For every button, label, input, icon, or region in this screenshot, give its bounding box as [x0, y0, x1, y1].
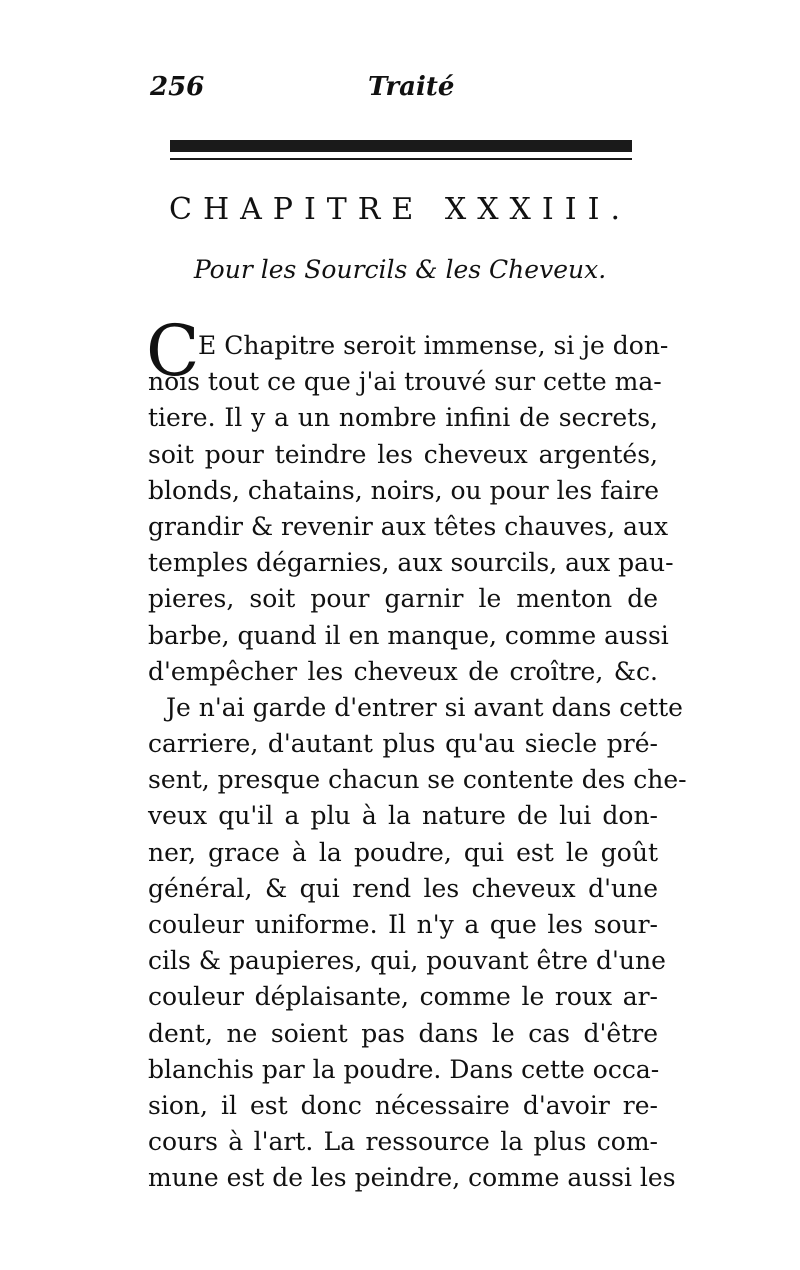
text-line: mune est de les peindre, comme aussi les: [148, 1163, 676, 1193]
text-line: carriere, d'autant plus qu'au siecle pré-: [148, 729, 658, 759]
text-line: sion, il est donc nécessaire d'avoir re-: [148, 1090, 658, 1120]
thin-rule: [170, 158, 632, 160]
running-head: [150, 72, 650, 112]
text-line: pieres, soit pour garnir le menton de: [148, 584, 658, 614]
text-line: veux qu'il a plu à la nature de lui don-: [148, 801, 658, 831]
text-line: d'empêcher les cheveux de croître, &c.: [148, 656, 658, 686]
text-line: Je n'ai garde d'entrer si avant dans cette: [166, 692, 683, 722]
text-line: nois tout ce que j'ai trouvé sur cette ma-: [148, 367, 662, 397]
chapter-title: CHAPITRE XXXIII.: [168, 192, 631, 227]
ornament-rule: [170, 140, 632, 152]
drop-cap: C: [146, 310, 200, 392]
text-line: ner, grace à la poudre, qui est le goût: [148, 837, 658, 867]
text-line: couleur déplaisante, comme le roux ar-: [148, 982, 658, 1012]
text-line: cils & paupieres, qui, pouvant être d'une: [148, 946, 666, 976]
text-line: cours à l'art. La ressource la plus com-: [148, 1127, 658, 1157]
text-line: blanchis par la poudre. Dans cette occa-: [148, 1054, 660, 1084]
page-number: 256: [150, 72, 205, 102]
chapter-subtitle: Pour les Sourcils & les Cheveux.: [193, 255, 607, 284]
text-line: soit pour teindre les cheveux argentés,: [148, 439, 658, 469]
text-line: E Chapitre seroit immense, si je don-: [198, 331, 669, 360]
text-line: général, & qui rend les cheveux d'une: [148, 873, 658, 903]
text-line: dent, ne soient pas dans le cas d'être: [148, 1018, 658, 1048]
text-line: couleur uniforme. Il n'y a que les sour-: [148, 910, 658, 939]
text-line: temples dégarnies, aux sourcils, aux pau-: [148, 548, 674, 578]
text-line: blonds, chatains, noirs, ou pour les faire: [148, 475, 660, 505]
body-text: [146, 310, 687, 1197]
text-line: grandir & revenir aux têtes chauves, aux: [148, 511, 669, 541]
text-line: tiere. Il y a un nombre infini de secrets,: [148, 403, 658, 433]
running-title: Traité: [368, 72, 455, 102]
text-line: sent, presque chacun se contente des che-: [148, 765, 687, 795]
text-line: barbe, quand il en manque, comme aussi: [148, 620, 669, 650]
